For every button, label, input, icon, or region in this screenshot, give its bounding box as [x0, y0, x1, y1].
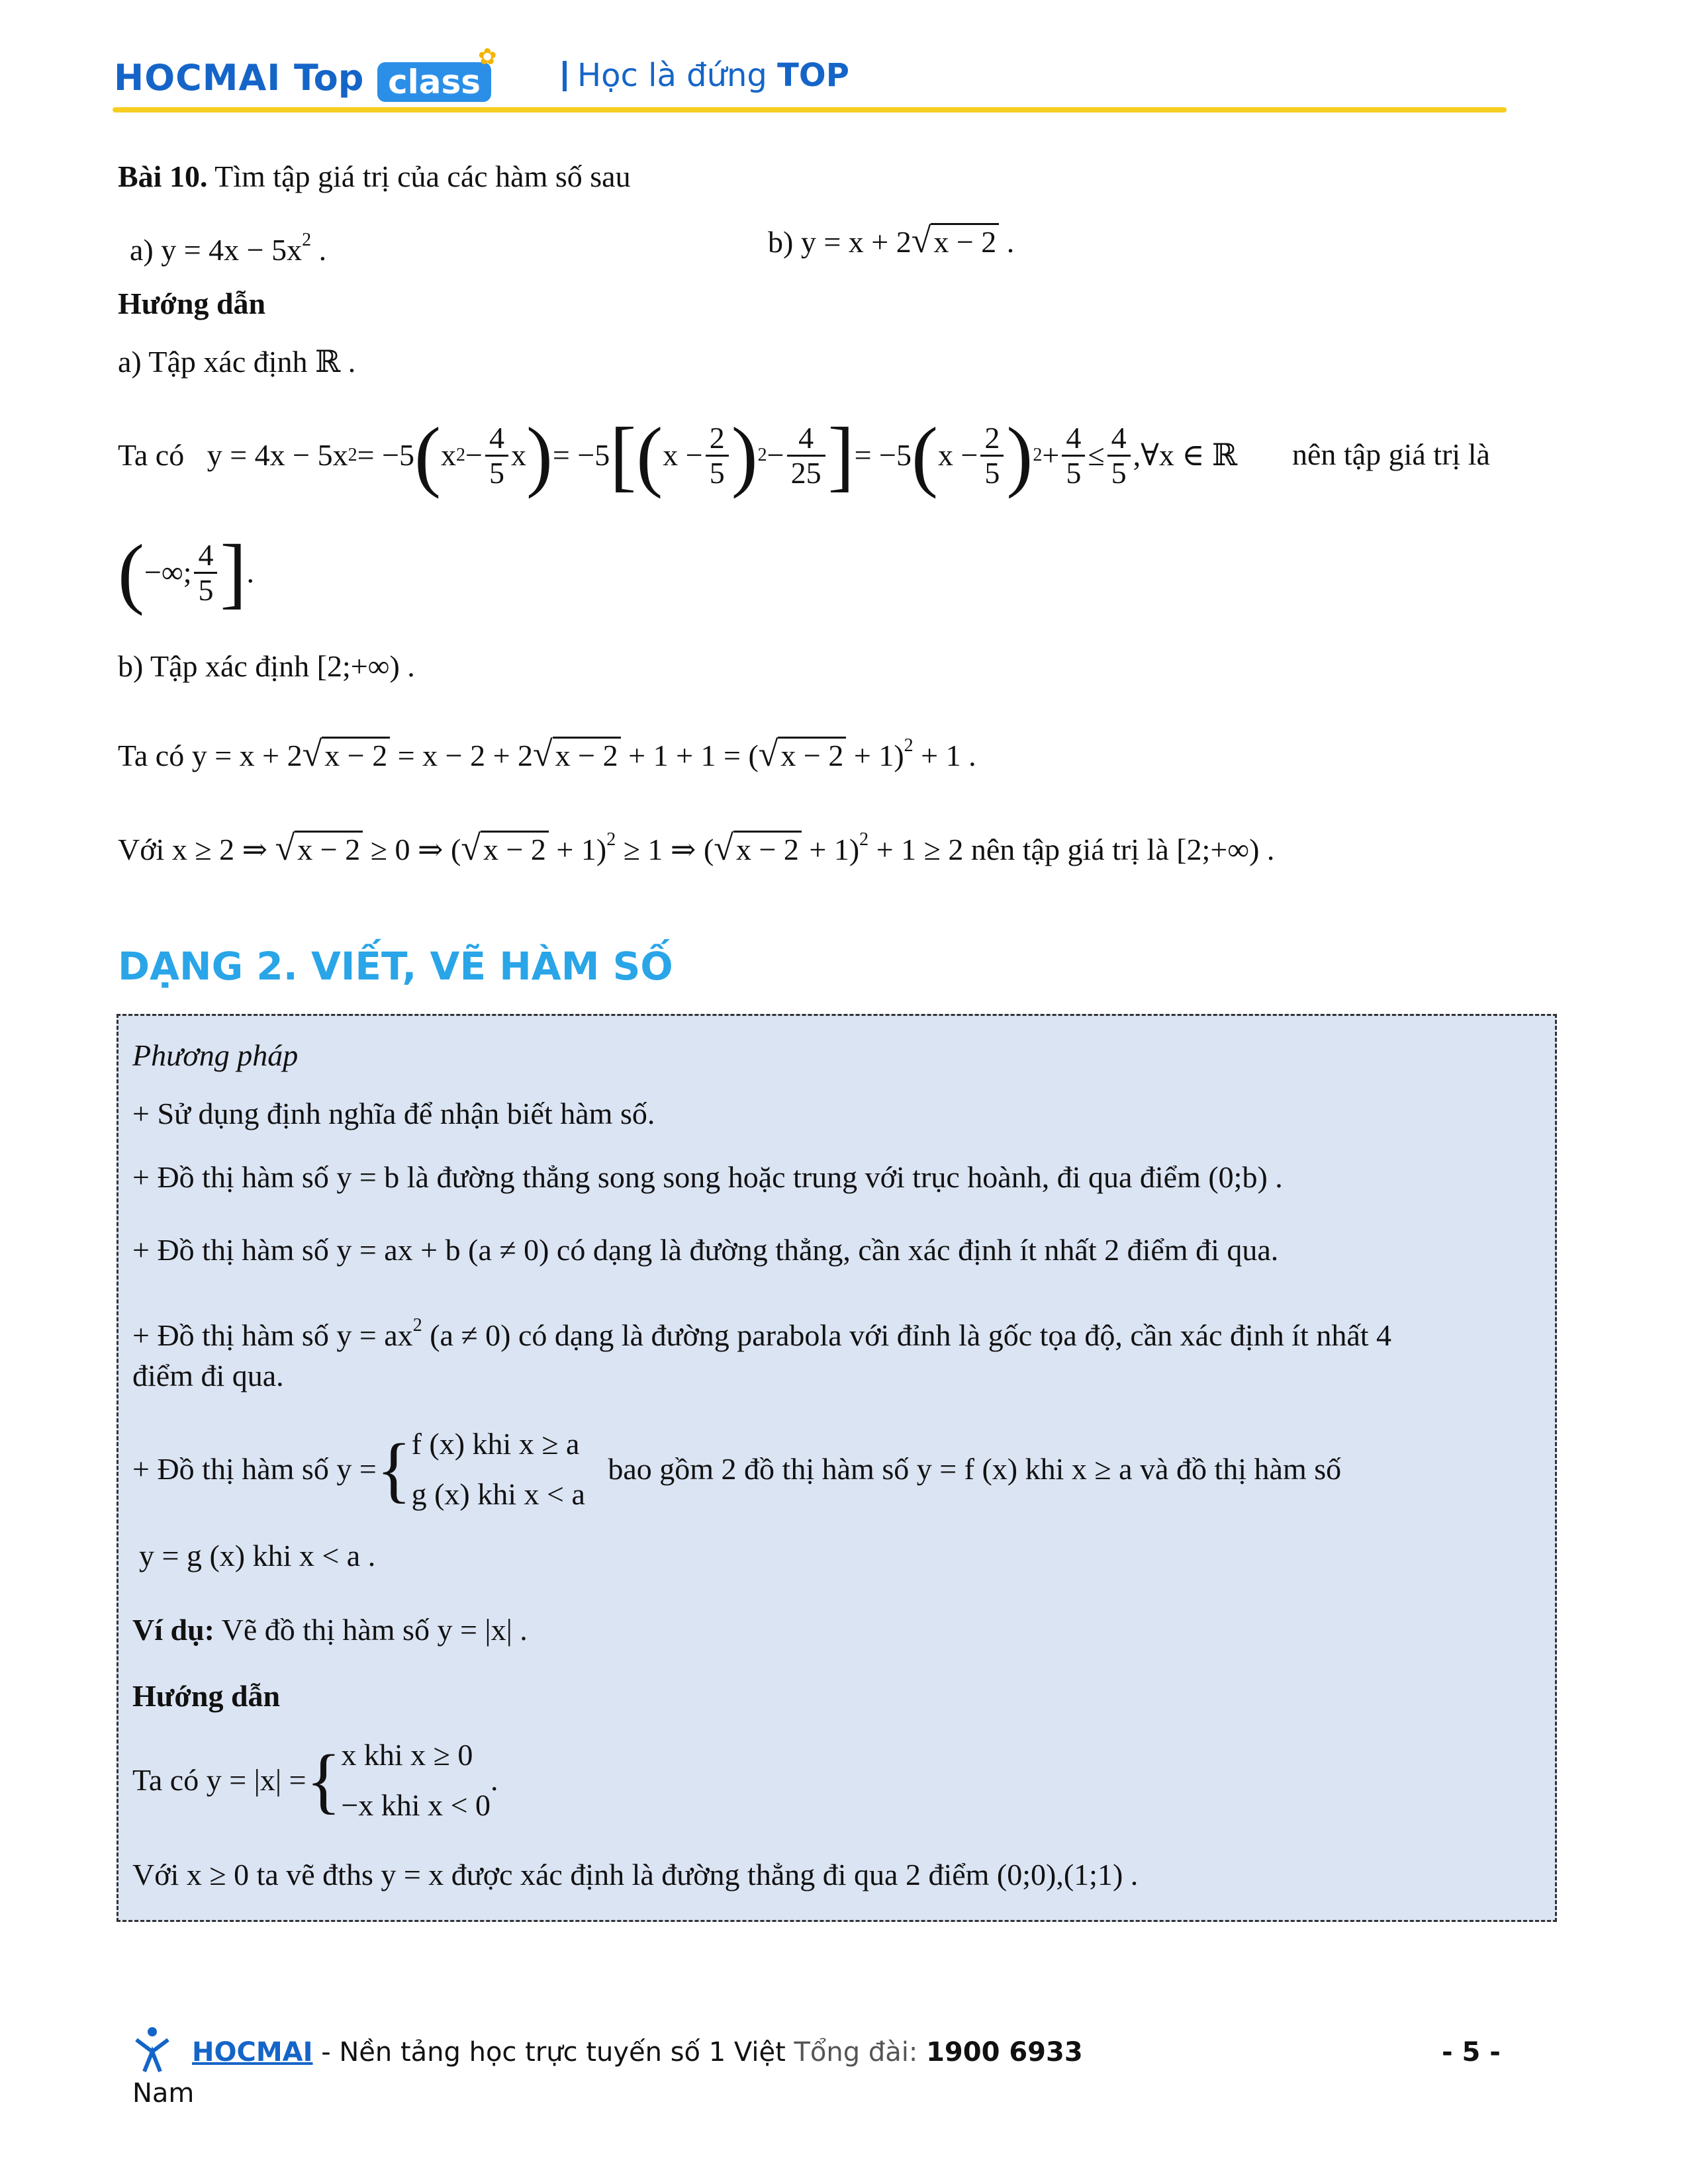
method-line-6: y = g (x) khi x < a . [139, 1539, 376, 1572]
guide-heading: Hướng dẫn [118, 287, 266, 320]
example-derivation: Ta có y = |x| = { x khi x ≥ 0 −x khi x < 0 . [132, 1738, 498, 1822]
hocmai-logo-icon [131, 2025, 173, 2073]
footer-text: HOCMAI - Nền tảng học trực tuyến số 1 Việt Tổng đài: 1900 6933 [192, 2037, 1083, 2068]
method-line-1: + Sử dụng định nghĩa để nhận biết hàm số. [132, 1097, 655, 1130]
example-guide-heading: Hướng dẫn [132, 1679, 281, 1713]
a-range: ( −∞; $\frac{4}{5}$ ] . [118, 528, 254, 616]
method-line-4b: điểm đi qua. [132, 1359, 284, 1392]
method-line-5: + Đồ thị hàm số y = { f (x) khi x ≥ a g (x) khi x < a bao gồm 2 đồ thị hàm số y = f (x) khi x ≥ a và đồ thị hàm số [132, 1427, 1342, 1511]
method-title: Phương pháp [132, 1038, 299, 1072]
footer-text-wrap: Nam [132, 2078, 195, 2109]
brand-logo-top: Top [294, 57, 364, 99]
a-conclusion: nên tập giá trị là [1292, 437, 1490, 471]
exercise-part-a: a) $y = 4x - 5x^2$ . [130, 230, 327, 267]
brand-logo-hocmai: HOCMAI [114, 57, 281, 99]
b-domain: b) Tập xác định [2;+∞) . [118, 649, 415, 683]
method-line-3: + Đồ thị hàm số y = ax + b (a ≠ 0) có dạng là đường thẳng, cần xác định ít nhất 2 điểm đi qua. [132, 1233, 1279, 1267]
footer-hocmai-link[interactable]: HOCMAI [192, 2037, 313, 2068]
b-derivation: Ta có $y = x + 2√x - 2 = x - 2 + 2√x - 2 + 1 + 1 = (√x - 2 + 1)^2 + 1$ . [118, 734, 976, 774]
header-slogan: Học là đứng TOP [577, 57, 849, 94]
section-heading: DẠNG 2. VIẾT, VẼ HÀM SỐ [118, 944, 673, 989]
page-number: - 5 - [1442, 2037, 1501, 2068]
exercise-title: Bài 10. Tìm tập giá trị của các hàm số sau [118, 159, 631, 193]
method-line-4: + Đồ thị hàm số $y = ax^2$ (a ≠ 0) có dạng là đường parabola với đỉnh là gốc tọa độ, cần xác định ít nhất 4 [132, 1315, 1392, 1352]
slogan-divider [563, 61, 567, 91]
brand-logo-class: class [377, 62, 491, 102]
exercise-part-b: b) y = x + 2√x − 2 . [768, 220, 1015, 260]
b-conclusion: Với x ≥ 2 ⇒ √x − 2 ≥ 0 ⇒ $(√x - 2 + 1)^2 \ge 1$ ⇒ $(√x - 2 + 1)^2 + 1 \ge 2$ nên tập giá trị là [2;+∞) . [118, 828, 1275, 868]
example-conclusion: Với x ≥ 0 ta vẽ đths y = x được xác định là đường thẳng đi qua 2 điểm (0;0),(1;1) . [132, 1858, 1139, 1891]
method-line-2: + Đồ thị hàm số y = b là đường thẳng song song hoặc trung với trục hoành, đi qua điểm (0;b) . [132, 1160, 1283, 1194]
a-domain: a) Tập xác định ℝ . [118, 345, 356, 379]
a-derivation: Ta có y = 4x − 5x 2 = −5 ( x 2 − $\frac{4}{5}$ x ) = −5 [ ( x − $\frac{2}{5}$ ) 2 − $\frac{4}{25}$ ] = −5 ( x − $\frac{2}{5}$ ) 2 + $\frac{4}{5}$ ≤ $\frac{4}{5}$ ,∀x ∈ ℝ [118, 411, 1238, 499]
star-icon: ✿ [478, 45, 497, 69]
example-line: Ví dụ: Vẽ đồ thị hàm số y = |x| . [132, 1613, 528, 1647]
header-underline [113, 107, 1507, 113]
